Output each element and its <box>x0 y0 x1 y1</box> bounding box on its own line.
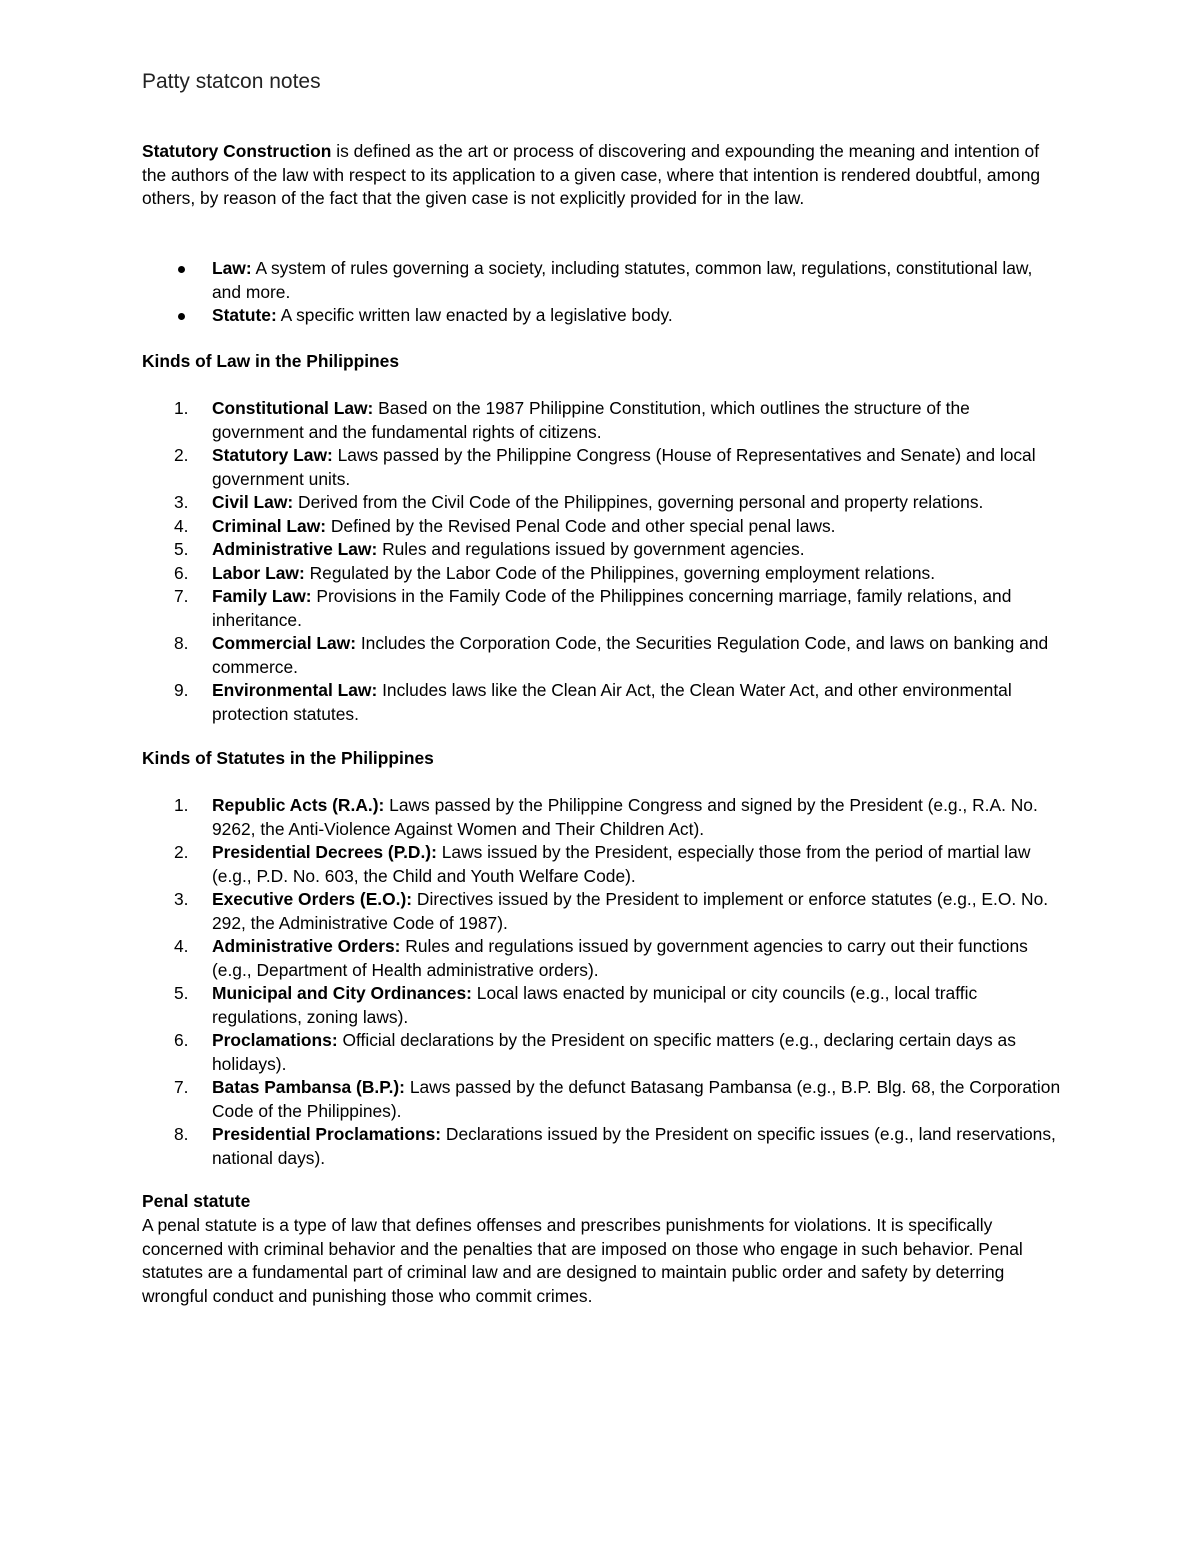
list-number: 4. <box>174 936 189 956</box>
list-item-text: Laws passed by the Philippine Congress (House of Representatives and Senate) and local government units. <box>212 445 1036 489</box>
penal-statute-heading: Penal statute <box>142 1191 251 1211</box>
intro-text: is defined as the art or process of discovering and expounding the meaning and intention of the authors of the law with respect to its application to a given case, where that intention is rendered doubtful, among others, by reason of the fact that the given case is not explicitly provided for in the law. <box>142 141 1041 208</box>
list-item <box>142 632 1062 679</box>
list-item-term: Proclamations: <box>212 1030 338 1050</box>
list-number: 6. <box>174 1030 189 1050</box>
list-item-term: Statutory Law: <box>212 445 333 465</box>
list-item-text: Regulated by the Labor Code of the Philippines, governing employment relations. <box>304 562 936 583</box>
list-item-term: Republic Acts (R.A.): <box>212 795 385 815</box>
list-item-text: Based on the 1987 Philippine Constitution, which outlines the structure of the government and the fundamental rights of citizens. <box>212 398 970 442</box>
definition-term: Statute: <box>212 305 277 325</box>
list-number: 3. <box>174 492 189 512</box>
list-item-text: Provisions in the Family Code of the Philippines concerning marriage, family relations, and inheritance. <box>212 586 1012 630</box>
list-item-term: Constitutional Law: <box>212 398 374 418</box>
definition-text: A system of rules governing a society, including statutes, common law, regulations, constitutional law, and more. <box>212 258 1033 302</box>
list-item-text: Rules and regulations issued by government agencies to carry out their functions (e.g., Department of Health administrative orders). <box>212 936 1028 980</box>
list-item <box>142 491 1062 515</box>
intro-paragraph <box>142 140 1062 211</box>
penal-statute-paragraph: A penal statute is a type of law that defines offenses and prescribes punishments for violations. It is specifically concerned with criminal behavior and the penalties that are imposed on those who engage in such behavior. Penal statutes are a fundamental part of criminal law and are designed to maintain public order and safety by deterring wrongful conduct and punishing those who commit crimes. <box>142 1215 1023 1306</box>
list-item <box>142 935 1062 982</box>
list-number: 1. <box>174 795 189 815</box>
list-item <box>142 841 1062 888</box>
list-item-term: Commercial Law: <box>212 633 356 653</box>
definition-list <box>142 257 1062 328</box>
list-item-text: Derived from the Civil Code of the Philippines, governing personal and property relations. <box>293 492 984 512</box>
list-item <box>142 982 1062 1029</box>
list-item-text: Laws issued by the President, especially those from the period of martial law (e.g., P.D. No. 603, the Child and Youth Welfare Code). <box>212 842 1031 886</box>
list-item-text: Directives issued by the President to implement or enforce statutes (e.g., E.O. No. 292, the Administrative Code of 1987). <box>212 889 1049 933</box>
list-item-text: Official declarations by the President on specific matters (e.g., declaring certain days as holidays). <box>212 1030 1016 1074</box>
list-item-text: Includes the Corporation Code, the Securities Regulation Code, and laws on banking and commerce. <box>212 633 1049 677</box>
list-item <box>142 515 1062 539</box>
list-item-term: Family Law: <box>212 586 312 606</box>
list-item-term: Criminal Law: <box>212 515 327 536</box>
list-item-term: Presidential Decrees (P.D.): <box>212 842 437 862</box>
definition-item-law <box>142 257 1062 304</box>
list-item <box>142 1076 1062 1123</box>
list-number: 2. <box>174 842 189 862</box>
list-item-term: Executive Orders (E.O.): <box>212 889 413 909</box>
list-item <box>142 1123 1062 1170</box>
bullet-icon <box>178 313 185 320</box>
list-item-term: Civil Law: <box>212 492 294 512</box>
list-number: 8. <box>174 633 189 653</box>
list-number: 2. <box>174 445 189 465</box>
list-number: 8. <box>174 1124 189 1144</box>
list-item <box>142 679 1062 726</box>
list-item-text: Local laws enacted by municipal or city councils (e.g., local traffic regulations, zoning laws). <box>212 983 978 1027</box>
intro-term: Statutory Construction <box>142 141 332 161</box>
list-number: 7. <box>174 1077 189 1097</box>
kinds-of-statutes-list <box>142 794 1062 1170</box>
kinds-of-law-list <box>142 397 1062 726</box>
list-item-text: Laws passed by the defunct Batasang Pambansa (e.g., B.P. Blg. 68, the Corporation Code of the Philippines). <box>212 1077 1061 1121</box>
definition-item-statute <box>142 304 1062 328</box>
list-item-term: Administrative Law: <box>212 539 378 559</box>
list-item-term: Presidential Proclamations: <box>212 1124 442 1144</box>
list-item-term: Batas Pambansa (B.P.): <box>212 1077 405 1097</box>
list-item-text: Includes laws like the Clean Air Act, the Clean Water Act, and other environmental protection statutes. <box>212 680 1012 724</box>
list-number: 5. <box>174 539 189 559</box>
list-item-text: Declarations issued by the President on specific issues (e.g., land reservations, national days). <box>212 1124 1056 1168</box>
list-item-term: Administrative Orders: <box>212 936 401 956</box>
list-item-text: Defined by the Revised Penal Code and other special penal laws. <box>326 515 836 536</box>
list-item-term: Municipal and City Ordinances: <box>212 983 472 1003</box>
definition-term: Law: <box>212 258 252 278</box>
list-item-term: Environmental Law: <box>212 680 378 700</box>
bullet-icon <box>178 266 185 273</box>
list-number: 7. <box>174 586 189 606</box>
list-number: 4. <box>174 515 189 536</box>
list-item <box>142 538 1062 562</box>
list-item-text: Rules and regulations issued by government agencies. <box>377 539 805 559</box>
list-number: 6. <box>174 562 189 583</box>
list-item <box>142 444 1062 491</box>
list-item <box>142 562 1062 586</box>
kinds-of-statutes-heading: Kinds of Statutes in the Philippines <box>142 748 434 768</box>
kinds-of-law-heading: Kinds of Law in the Philippines <box>142 351 400 371</box>
list-item <box>142 888 1062 935</box>
list-number: 9. <box>174 680 189 700</box>
list-item <box>142 397 1062 444</box>
list-item <box>142 1029 1062 1076</box>
list-number: 1. <box>174 398 189 418</box>
list-number: 3. <box>174 889 189 909</box>
list-item <box>142 794 1062 841</box>
list-item-text: Laws passed by the Philippine Congress and signed by the President (e.g., R.A. No. 9262, the Anti-Violence Against Women and Their Children Act). <box>212 795 1038 839</box>
list-number: 5. <box>174 983 189 1003</box>
list-item-term: Labor Law: <box>212 562 305 583</box>
definition-text: A specific written law enacted by a legislative body. <box>276 305 673 325</box>
list-item <box>142 585 1062 632</box>
document-title: Patty statcon notes <box>142 70 321 93</box>
